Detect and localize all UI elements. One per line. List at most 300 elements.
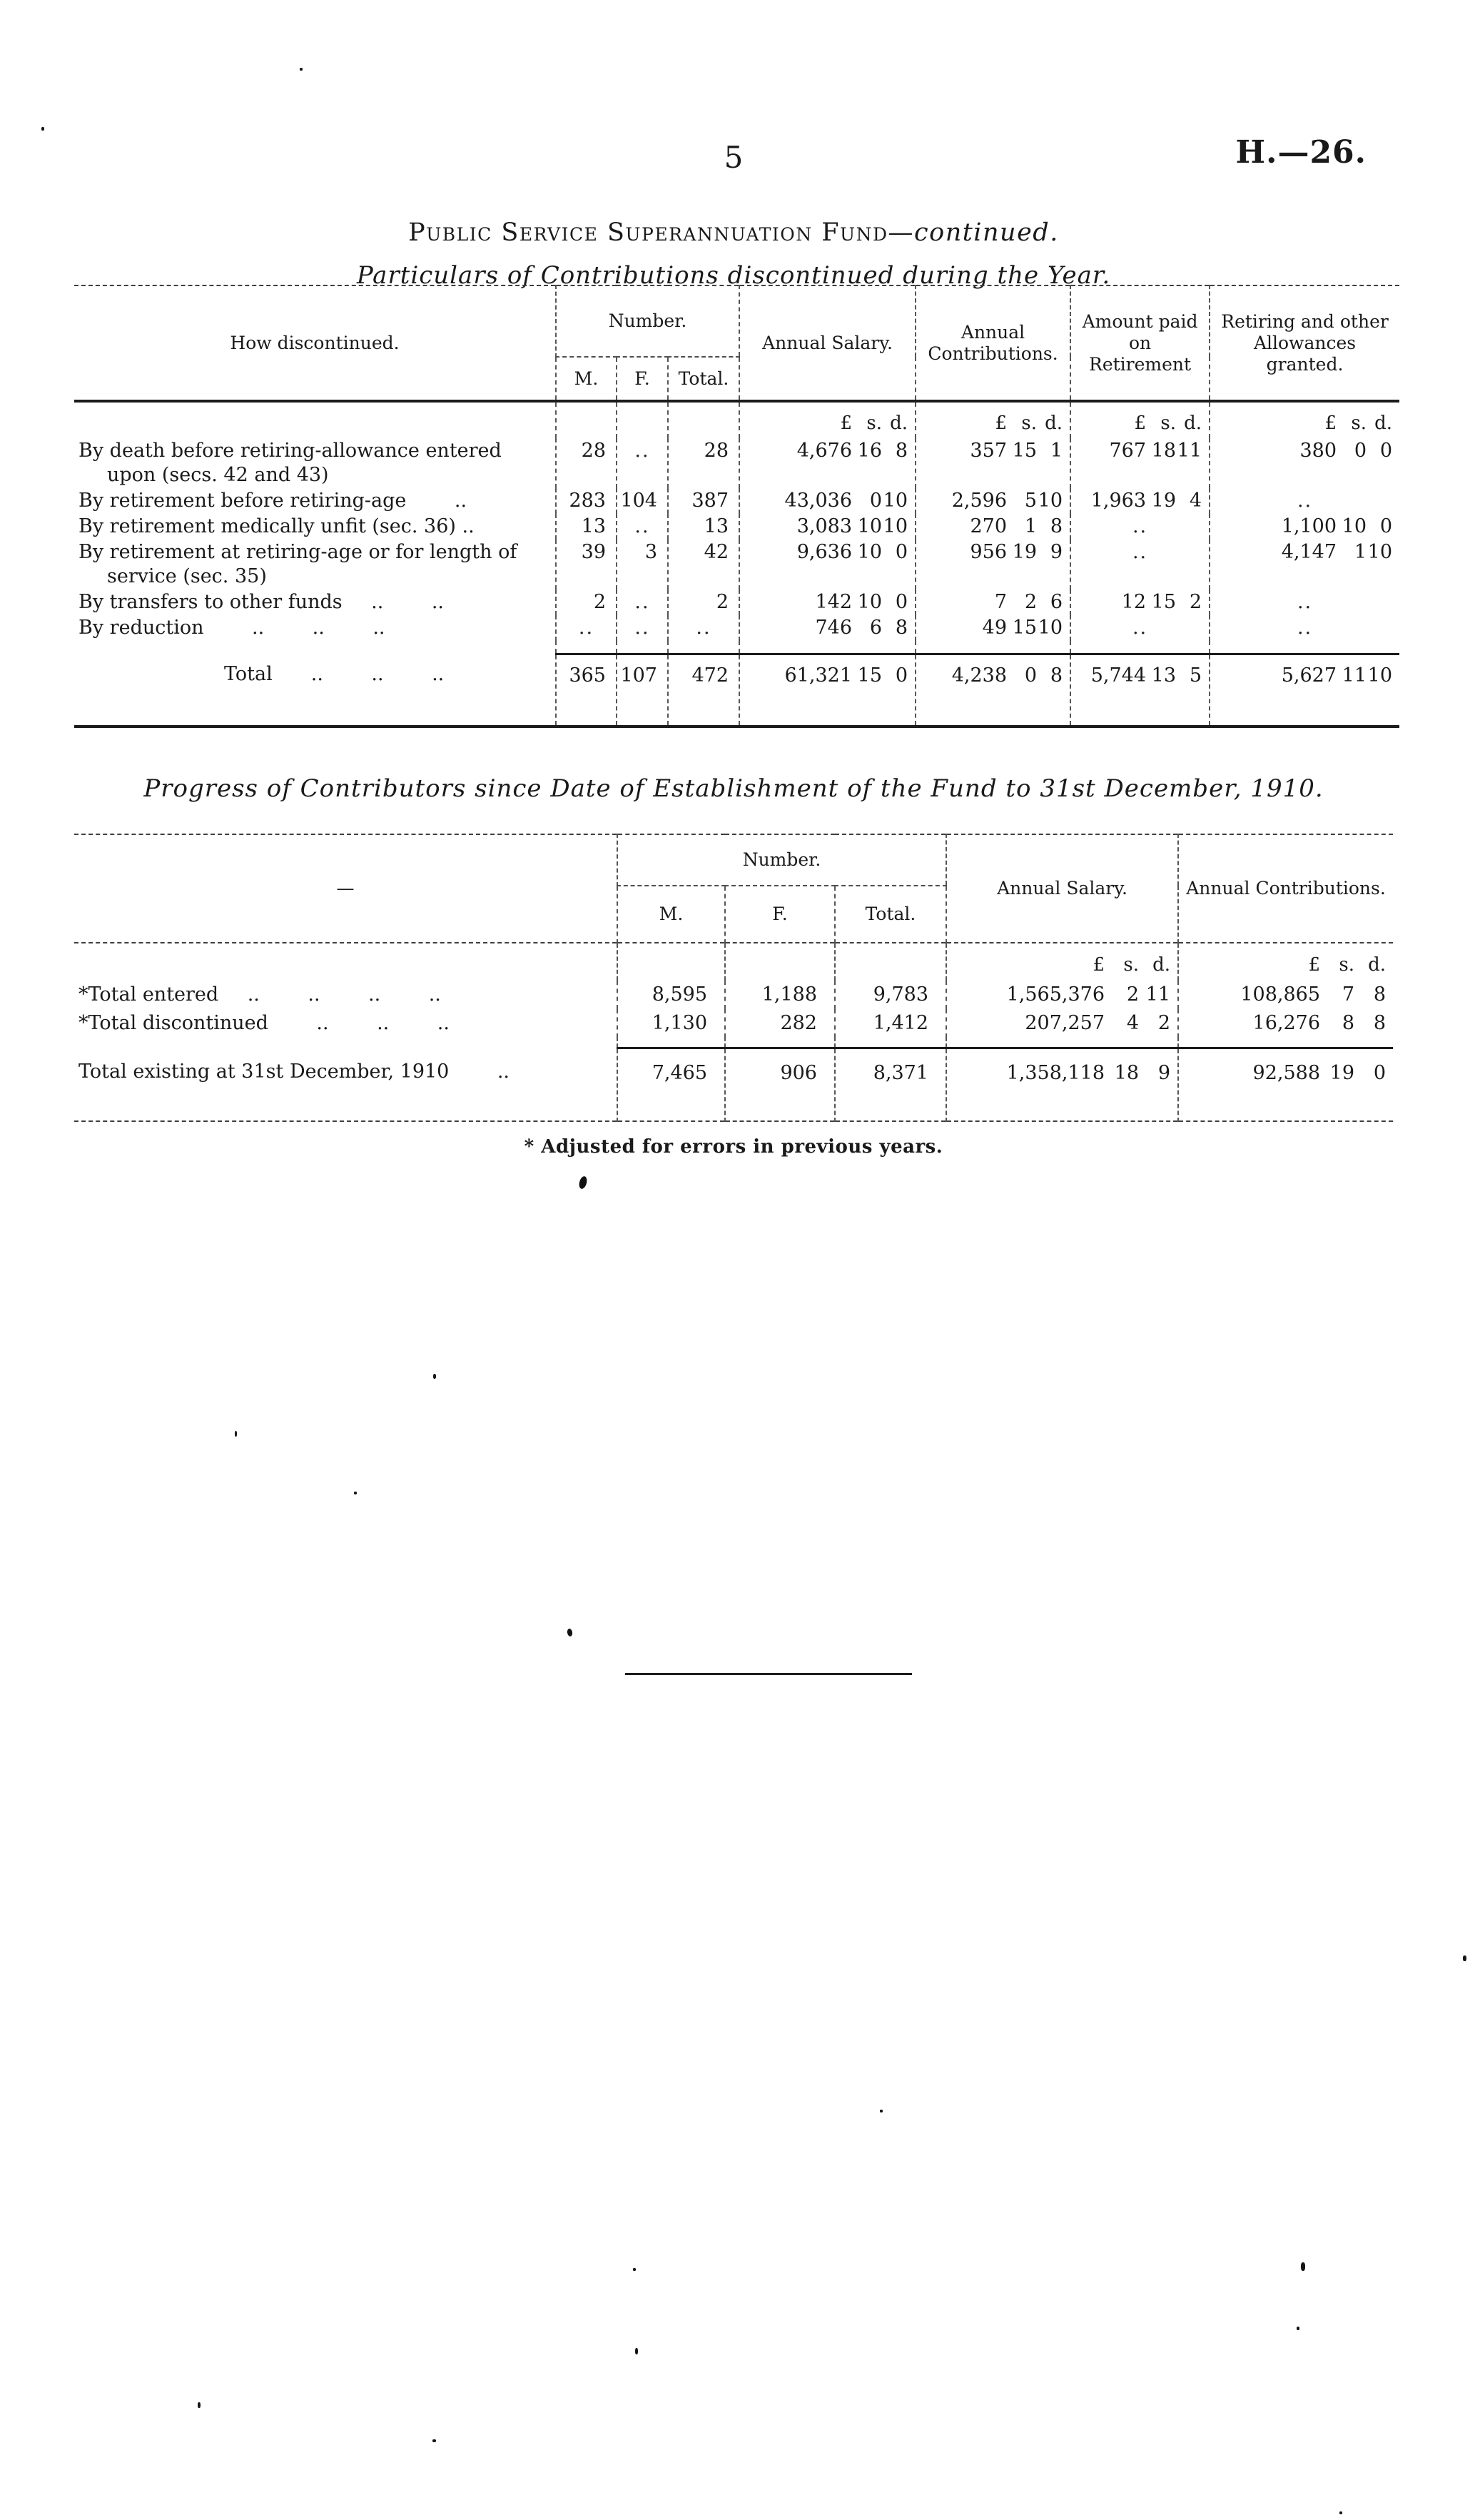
table-cell [556,401,617,438]
col-header-number-group: Number. [617,834,946,886]
shillings: 13 [1151,664,1177,687]
table-cell [74,943,617,981]
table-row [74,1009,1393,1038]
shillings: 19 [1151,490,1177,512]
money-parts [916,489,1070,513]
pence: d. [1045,413,1063,434]
row-label: By retirement before retiring-age .. [78,490,467,512]
empty-value: .. [617,514,668,540]
money-units [1178,943,1393,981]
table-cell [617,401,668,438]
pounds: 1,358,118 [1006,1061,1105,1084]
row-label: By retirement at retiring-age or for length of service (sec. 35) [78,541,517,587]
table2-body [74,943,1393,1121]
paid-value [1070,438,1210,488]
empty-value: .. [1210,488,1399,514]
col-header-blank-dash: — [336,878,355,899]
pence: 10 [1038,490,1063,512]
money-parts [740,590,915,614]
pence: 9 [1050,541,1063,563]
col-header-female: F. [725,886,835,943]
male-count: 365 [556,654,617,727]
contributions-value [1178,1048,1393,1121]
pounds: 2,596 [951,490,1008,512]
shillings: 2 [1024,591,1038,613]
ink-speck [354,1492,357,1494]
shillings: 4 [1126,1012,1140,1034]
salary-value [739,488,916,514]
shillings: s. [866,413,883,434]
male-count: 28 [556,438,617,488]
shillings: 10 [857,515,883,537]
allowances-value [1210,514,1399,540]
shillings: 16 [857,440,883,462]
pounds: 7 [994,591,1008,613]
pence: 10 [1367,541,1393,563]
pence: d. [1152,954,1171,976]
col-header-annual-contributions: Annual Contributions. [916,285,1070,401]
pounds: 956 [970,541,1008,563]
ink-speck [1463,1955,1466,1961]
col-header-female: F. [617,357,668,401]
shillings: 6 [869,617,883,639]
table1-body [74,401,1399,727]
money-parts [740,489,915,513]
col-header-male: M. [556,357,617,401]
salary-value [739,589,916,615]
money-parts [1071,411,1209,435]
male-count: 13 [556,514,617,540]
table1-header [74,285,1399,401]
money-units [946,943,1178,981]
row-label: By death before retiring-allowance entered upon (secs. 42 and 43) [78,440,502,486]
table-cell [1178,1038,1393,1048]
pounds: 4,238 [951,664,1008,687]
empty-value: .. [617,615,668,641]
ink-speck [300,68,303,71]
table2-header [74,834,1393,943]
pounds: 43,036 [784,490,853,512]
page-number: 5 [724,140,744,175]
pence: d. [1184,413,1202,434]
table-cell [946,1038,1178,1048]
pounds: 108,865 [1240,983,1321,1006]
money-parts [1210,439,1399,463]
money-parts [740,411,915,435]
shillings: s. [1339,954,1355,976]
salary-value [739,615,916,641]
pounds: 270 [970,515,1008,537]
money-parts [740,439,915,463]
money-units [1210,401,1399,438]
table-cell [668,641,739,654]
money-parts [1179,982,1393,1008]
money-parts [947,1061,1177,1086]
pence: 10 [1038,617,1063,639]
total-row-label: Total .. .. .. [224,663,445,685]
shillings: 18 [1114,1061,1140,1084]
money-parts [1179,1061,1393,1086]
shillings: 15 [857,664,883,687]
money-parts [740,616,915,640]
money-parts [1071,590,1209,614]
pounds: £ [840,413,853,434]
total-count: 472 [668,654,739,727]
pence: d. [1368,954,1387,976]
table-cell [739,641,916,654]
ink-speck [432,2439,436,2442]
shillings: 10 [857,541,883,563]
shillings: s. [1021,413,1038,434]
money-units-row [74,943,1393,981]
progress-of-contributors-table [74,834,1393,1122]
allowances-value [1210,438,1399,488]
total-count: 9,783 [835,981,946,1009]
ink-speck [1339,2511,1342,2514]
contributions-value [916,654,1070,727]
money-units [916,401,1070,438]
shillings: 15 [1151,591,1177,613]
total-row [74,654,1399,727]
paid-value [1070,654,1210,727]
shillings: 15 [1012,617,1038,639]
ink-speck [41,127,44,131]
pence: 8 [1050,515,1063,537]
pence: 11 [1145,983,1171,1006]
empty-value: .. [1210,589,1399,615]
money-parts [1179,1011,1393,1036]
money-parts [916,590,1070,614]
pounds: 16,276 [1252,1012,1321,1034]
pence: 8 [1373,983,1387,1006]
table-row [74,540,1399,589]
money-parts [947,982,1177,1008]
money-parts [740,515,915,539]
pounds: 61,321 [784,664,853,687]
total-count: 2 [668,589,739,615]
money-units [739,401,916,438]
pounds: 767 [1109,440,1147,462]
table-cell [725,1038,835,1048]
pence: 0 [895,591,908,613]
ink-blot [567,1628,573,1636]
money-parts [916,411,1070,435]
pounds: 142 [815,591,853,613]
female-count: 104 [617,488,668,514]
pence: 1 [1050,440,1063,462]
shillings: 18 [1151,440,1177,462]
pence: d. [890,413,908,434]
shillings: 19 [1012,541,1038,563]
pence: 10 [883,515,908,537]
pounds: 5,627 [1281,664,1337,687]
female-count: 1,188 [725,981,835,1009]
table-row [74,438,1399,488]
shillings: 0 [1354,440,1367,462]
contributions-value [916,488,1070,514]
pence: 9 [1157,1061,1171,1084]
male-count: 8,595 [617,981,725,1009]
spacer-row [74,1038,1393,1048]
ink-blot [578,1175,588,1190]
shillings: 0 [1024,664,1038,687]
pounds: 9,636 [796,541,853,563]
table-cell [556,641,617,654]
pounds: £ [1093,954,1105,976]
pence: 0 [1373,1061,1387,1084]
contributions-value [916,589,1070,615]
col-header-total: Total. [668,357,739,401]
col-header-amount-paid-on-retirement: Amount paid on Retirement [1070,285,1210,401]
salary-value [739,654,916,727]
pounds: 4,147 [1281,541,1337,563]
salary-value [739,514,916,540]
pounds: 49 [982,617,1008,639]
money-parts [1071,664,1209,688]
allowances-value [1210,540,1399,589]
pounds: 1,100 [1281,515,1337,537]
table-cell [725,943,835,981]
total-count: 13 [668,514,739,540]
female-count: 107 [617,654,668,727]
row-label: *Total discontinued .. .. .. [78,1012,450,1034]
money-parts [1071,489,1209,513]
table-row [74,589,1399,615]
money-parts [740,664,915,688]
shillings: 7 [1342,983,1355,1006]
total-row-label: Total existing at 31st December, 1910 .. [78,1061,510,1083]
female-count: 906 [725,1048,835,1121]
female-count: 3 [617,540,668,589]
money-parts [916,515,1070,539]
pence: d. [1374,413,1393,434]
pounds: £ [1308,954,1321,976]
table-cell [835,1038,946,1048]
money-parts [1210,664,1399,688]
table-cell [617,641,668,654]
pence: 10 [883,490,908,512]
contributions-value [1178,1009,1393,1038]
ink-speck [880,2110,883,2112]
shillings: 2 [1126,983,1140,1006]
salary-value [946,981,1178,1009]
table-row [74,981,1393,1009]
col-header-annual-salary: Annual Salary. [739,285,916,401]
pounds: 1,565,376 [1006,983,1105,1006]
salary-value [946,1009,1178,1038]
footnote: * Adjusted for errors in previous years. [524,1136,943,1158]
document-title-continued: —continued. [888,218,1059,247]
pounds: 92,588 [1252,1061,1321,1084]
table-row [74,615,1399,641]
pence: 8 [1373,1012,1387,1034]
empty-value: .. [1070,514,1210,540]
pence: 8 [1050,664,1063,687]
col-header-male: M. [617,886,725,943]
male-count: 283 [556,488,617,514]
money-parts [1071,439,1209,463]
money-parts [1210,411,1399,435]
shillings: s. [1123,954,1140,976]
shillings: 11 [1342,664,1367,687]
total-row [74,1048,1393,1121]
empty-value: .. [1070,615,1210,641]
ink-speck [433,1374,436,1379]
pence: 0 [1379,515,1393,537]
money-parts [916,664,1070,688]
col-header-retiring-allowances: Retiring and other Allowances granted. [1210,285,1399,401]
contributions-value [1178,981,1393,1009]
col-header-how-discontinued: How discontinued. [230,332,400,353]
male-count: 39 [556,540,617,589]
pence: 0 [1379,440,1393,462]
pence: 0 [895,664,908,687]
shillings: s. [1351,413,1367,434]
pounds: 380 [1299,440,1337,462]
shillings: 10 [857,591,883,613]
table-cell [617,943,725,981]
col-header-annual-contributions: Annual Contributions. [1178,834,1393,943]
table1-title: Particulars of Contributions discontinued during the Year. [356,261,1111,290]
table-cell [668,401,739,438]
money-units [1070,401,1210,438]
empty-value: .. [1070,540,1210,589]
pounds: £ [995,413,1008,434]
document-title [74,218,1393,247]
paid-value [1070,488,1210,514]
money-parts [1210,515,1399,539]
male-count: 7,465 [617,1048,725,1121]
empty-value: .. [1210,615,1399,641]
col-header-number-group: Number. [556,285,739,357]
shillings: 0 [869,490,883,512]
row-label: By reduction .. .. .. [78,617,385,639]
pounds: £ [1324,413,1337,434]
contributions-discontinued-table [74,285,1399,728]
salary-value [739,438,916,488]
pence: 5 [1189,664,1202,687]
money-parts [916,540,1070,565]
ink-speck [235,1431,237,1437]
shillings: 15 [1012,440,1038,462]
contributions-value [916,438,1070,488]
document-title-text: Public Service Superannuation Fund [408,218,888,247]
ink-speck [198,2402,201,2408]
ink-speck [633,2268,636,2271]
money-units-row [74,401,1399,438]
male-count: 1,130 [617,1009,725,1038]
money-parts [1179,952,1393,978]
shillings: s. [1160,413,1177,434]
table-cell [1210,641,1399,654]
table-cell [74,401,556,438]
paid-value [1070,589,1210,615]
money-parts [1210,540,1399,565]
table-cell [916,641,1070,654]
money-parts [916,616,1070,640]
pounds: 207,257 [1025,1012,1105,1034]
total-count: 1,412 [835,1009,946,1038]
allowances-value [1210,654,1399,727]
table-cell [74,641,556,654]
pence: 2 [1157,1012,1171,1034]
total-count: 42 [668,540,739,589]
pounds: £ [1134,413,1147,434]
empty-value: .. [556,615,617,641]
shillings: 19 [1329,1061,1355,1084]
pence: 11 [1177,440,1202,462]
pounds: 5,744 [1090,664,1147,687]
pence: 2 [1189,591,1202,613]
total-count: 387 [668,488,739,514]
money-parts [947,1011,1177,1036]
table-row [74,514,1399,540]
pounds: 357 [970,440,1008,462]
money-parts [740,540,915,565]
pounds: 4,676 [796,440,853,462]
col-header-total: Total. [835,886,946,943]
contributions-value [916,514,1070,540]
document-reference: H.—26. [1235,134,1367,171]
table-row [74,488,1399,514]
pence: 0 [895,541,908,563]
ink-speck [1297,2327,1299,2330]
table-cell [74,1038,617,1048]
spacer-row [74,641,1399,654]
row-label: By transfers to other funds .. .. [78,591,444,613]
empty-value: .. [617,438,668,488]
pounds: 1,963 [1090,490,1147,512]
col-header-annual-salary: Annual Salary. [946,834,1178,943]
pence: 10 [1367,664,1393,687]
money-parts [916,439,1070,463]
shillings: 5 [1024,490,1038,512]
contributions-value [916,615,1070,641]
separator-line [625,1673,912,1675]
shillings: 1 [1354,541,1367,563]
shillings: 1 [1024,515,1038,537]
pence: 6 [1050,591,1063,613]
shillings: 10 [1342,515,1367,537]
female-count: 282 [725,1009,835,1038]
pence: 8 [895,440,908,462]
pence: 8 [895,617,908,639]
total-count: 8,371 [835,1048,946,1121]
table-cell [1070,641,1210,654]
pounds: 746 [815,617,853,639]
table-cell [835,943,946,981]
empty-value: .. [668,615,739,641]
ink-speck [635,2348,638,2354]
table-cell [617,1038,725,1048]
ink-speck [1301,2262,1305,2271]
pence: 4 [1189,490,1202,512]
row-label: *Total entered .. .. .. .. [78,983,441,1006]
total-count: 28 [668,438,739,488]
shillings: 8 [1342,1012,1355,1034]
table2-title: Progress of Contributors since Date of Establishment of the Fund to 31st December, 1910. [143,774,1324,803]
row-label: By retirement medically unfit (sec. 36) .. [78,515,475,537]
contributions-value [916,540,1070,589]
salary-value [739,540,916,589]
money-parts [947,952,1177,978]
title-block [74,218,1393,290]
pounds: 12 [1121,591,1147,613]
pounds: 3,083 [796,515,853,537]
salary-value [946,1048,1178,1121]
empty-value: .. [617,589,668,615]
male-count: 2 [556,589,617,615]
